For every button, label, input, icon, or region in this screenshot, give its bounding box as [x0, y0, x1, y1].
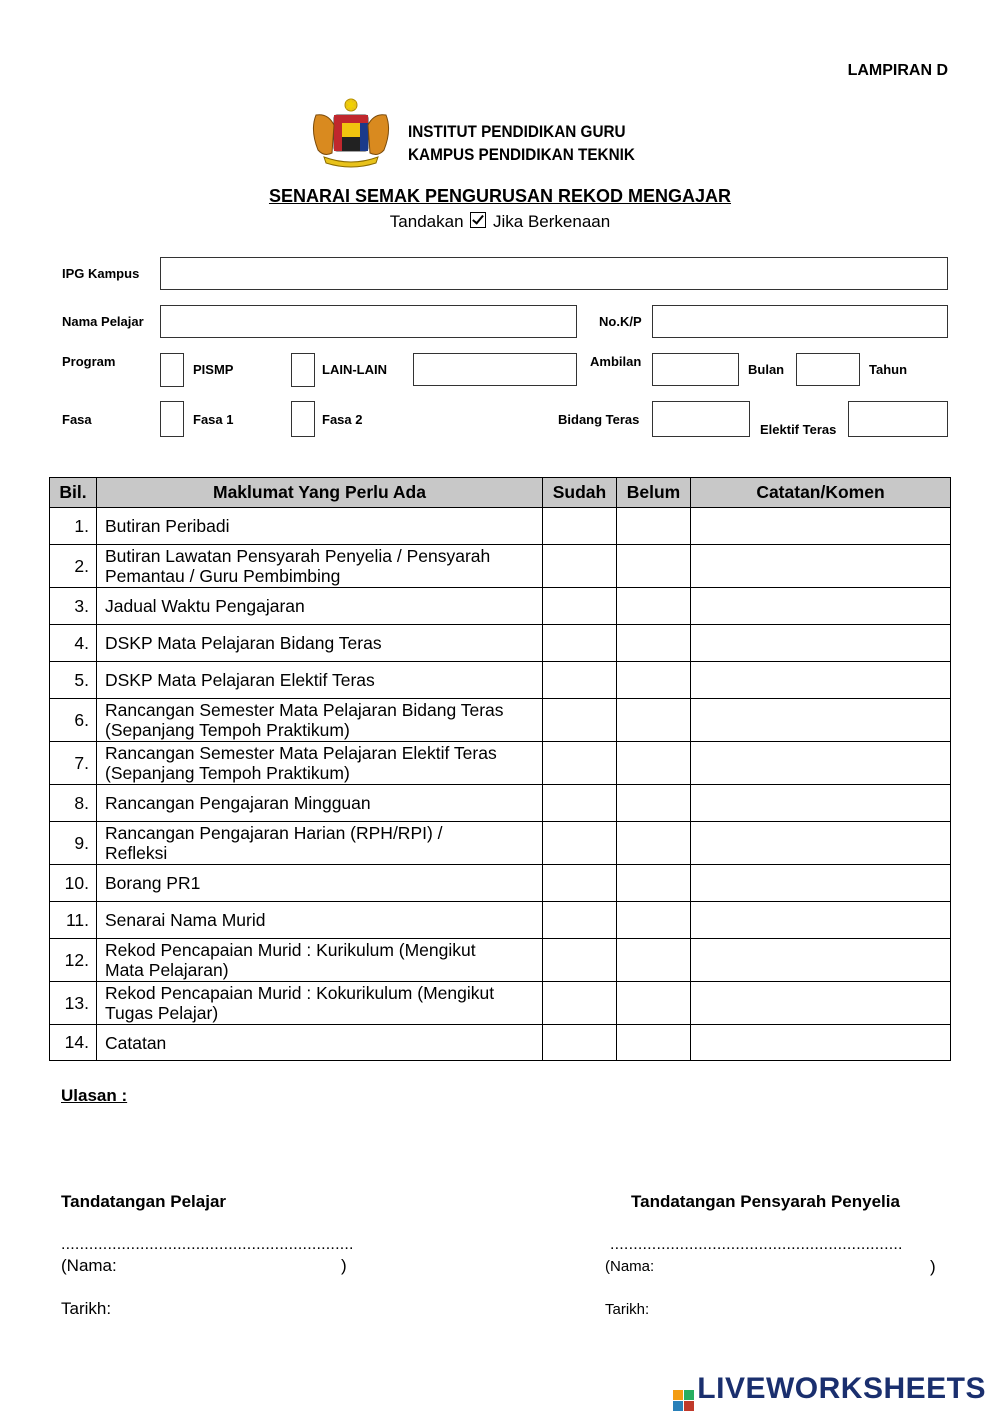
- student-date-label: Tarikh:: [61, 1299, 112, 1318]
- header-maklumat: Maklumat Yang Perlu Ada: [97, 478, 543, 508]
- tahun-label: Tahun: [869, 362, 908, 377]
- bulan-label: Bulan: [748, 362, 785, 377]
- liveworksheets-icon: [673, 1390, 694, 1411]
- row-number: 8.: [50, 785, 97, 822]
- table-row: [50, 742, 951, 785]
- belum-cell[interactable]: [617, 1025, 691, 1061]
- row-item-line-1: Rancangan Semester Mata Pelajaran Bidang Teras: [105, 700, 504, 720]
- catatan-cell[interactable]: [691, 785, 951, 822]
- student-signature-title: Tandatangan Pelajar: [61, 1192, 227, 1211]
- belum-cell[interactable]: [617, 742, 691, 785]
- row-number: 10.: [50, 865, 97, 902]
- table-row: [50, 1025, 951, 1061]
- fasa-2-label: Fasa 2: [322, 412, 363, 427]
- row-item-line-1: Butiran Peribadi: [105, 516, 230, 536]
- bulan-field[interactable]: [652, 353, 739, 386]
- student-name-close: ): [341, 1256, 347, 1275]
- supervisor-signature-title: Tandatangan Pensyarah Penyelia: [631, 1192, 900, 1211]
- sudah-cell[interactable]: [543, 699, 617, 742]
- bidang-teras-label: Bidang Teras: [558, 412, 640, 427]
- supervisor-date-label: Tarikh:: [605, 1301, 650, 1318]
- table-row: [50, 699, 951, 742]
- catatan-cell[interactable]: [691, 742, 951, 785]
- supervisor-name-open: (Nama:: [605, 1258, 655, 1275]
- table-row: [50, 902, 951, 939]
- table-row: [50, 865, 951, 902]
- row-item-line-1: Catatan: [105, 1032, 167, 1053]
- catatan-cell[interactable]: [691, 625, 951, 662]
- lain-lain-checkbox[interactable]: [291, 353, 315, 387]
- sudah-cell[interactable]: [543, 822, 617, 865]
- catatan-cell[interactable]: [691, 902, 951, 939]
- fasa-1-label: Fasa 1: [193, 412, 234, 427]
- row-item-line-1: DSKP Mata Pelajaran Elektif Teras: [105, 670, 375, 690]
- belum-cell[interactable]: [617, 982, 691, 1025]
- catatan-cell[interactable]: [691, 662, 951, 699]
- catatan-cell[interactable]: [691, 508, 951, 545]
- belum-cell[interactable]: [617, 785, 691, 822]
- catatan-cell[interactable]: [691, 822, 951, 865]
- instruction-after: Jika Berkenaan: [493, 212, 611, 231]
- sudah-cell[interactable]: [543, 1025, 617, 1061]
- catatan-cell[interactable]: [691, 588, 951, 625]
- row-number: 2.: [50, 545, 97, 588]
- bidang-teras-field[interactable]: [652, 401, 750, 437]
- instruction-text: [0, 212, 1000, 232]
- sudah-cell[interactable]: [543, 939, 617, 982]
- row-item: [97, 939, 543, 982]
- supervisor-name-close: ): [930, 1257, 936, 1276]
- sudah-cell[interactable]: [543, 625, 617, 662]
- student-name-open: (Nama:: [61, 1256, 117, 1275]
- row-item: [97, 785, 543, 822]
- sudah-cell[interactable]: [543, 588, 617, 625]
- table-row: [50, 545, 951, 588]
- row-number: 5.: [50, 662, 97, 699]
- institute-name: [408, 120, 635, 166]
- row-number: 7.: [50, 742, 97, 785]
- fasa-label: Fasa: [62, 412, 92, 427]
- catatan-cell[interactable]: [691, 1025, 951, 1061]
- row-number: 4.: [50, 625, 97, 662]
- header-bil: Bil.: [50, 478, 97, 508]
- elektif-teras-label: Elektif Teras: [760, 422, 837, 437]
- table-row: [50, 625, 951, 662]
- row-item-line-1: Rekod Pencapaian Murid : Kurikulum (Mengikut: [105, 940, 476, 960]
- catatan-cell[interactable]: [691, 699, 951, 742]
- checklist-table: [49, 477, 951, 1061]
- table-row: [50, 785, 951, 822]
- belum-cell[interactable]: [617, 939, 691, 982]
- belum-cell[interactable]: [617, 545, 691, 588]
- fasa-1-checkbox[interactable]: [160, 401, 184, 437]
- sudah-cell[interactable]: [543, 982, 617, 1025]
- row-item: [97, 742, 543, 785]
- row-item: [97, 508, 543, 545]
- page-title: SENARAI SEMAK PENGURUSAN REKOD MENGAJAR: [268, 186, 732, 206]
- lain-lain-field[interactable]: [413, 353, 577, 386]
- instruction-before: Tandakan: [389, 212, 464, 231]
- row-item-line-1: Rancangan Pengajaran Mingguan: [105, 793, 371, 813]
- row-item: [97, 545, 543, 588]
- row-item: [97, 662, 543, 699]
- row-item: [97, 822, 543, 865]
- appendix-label: LAMPIRAN D: [847, 62, 948, 79]
- ambilan-label: Ambilan: [590, 354, 642, 369]
- tahun-field[interactable]: [796, 353, 860, 386]
- table-row: [50, 508, 951, 545]
- pismp-checkbox[interactable]: [160, 353, 184, 387]
- table-header-row: [50, 478, 951, 508]
- table-row: [50, 822, 951, 865]
- row-item-line-2: (Sepanjang Tempoh Praktikum): [105, 763, 350, 783]
- row-item-line-1: DSKP Mata Pelajaran Bidang Teras: [105, 633, 382, 653]
- sudah-cell[interactable]: [543, 902, 617, 939]
- sudah-cell[interactable]: [543, 742, 617, 785]
- liveworksheets-logo: [673, 1372, 986, 1411]
- nama-pelajar-field[interactable]: [160, 305, 577, 338]
- ulasan-label: Ulasan :: [61, 1086, 128, 1105]
- no-kp-field[interactable]: [652, 305, 948, 338]
- row-item-line-2: Mata Pelajaran): [105, 960, 229, 980]
- sudah-cell[interactable]: [543, 545, 617, 588]
- catatan-cell[interactable]: [691, 982, 951, 1025]
- row-number: 11.: [50, 902, 97, 939]
- elektif-teras-field[interactable]: [848, 401, 948, 437]
- row-number: 13.: [50, 982, 97, 1025]
- belum-cell[interactable]: [617, 588, 691, 625]
- row-item: [97, 699, 543, 742]
- row-item-line-1: Rancangan Pengajaran Harian (RPH/RPI) /: [105, 823, 443, 843]
- table-row: [50, 662, 951, 699]
- header-belum: Belum: [617, 478, 691, 508]
- row-item: [97, 902, 543, 939]
- row-number: 14.: [50, 1025, 97, 1061]
- student-signature-line[interactable]: ...............................................................: [61, 1236, 354, 1253]
- pismp-label: PISMP: [193, 362, 234, 377]
- row-item-line-1: Rekod Pencapaian Murid : Kokurikulum (Mengikut: [105, 983, 495, 1003]
- row-item-line-1: Borang PR1: [105, 873, 201, 893]
- belum-cell[interactable]: [617, 508, 691, 545]
- row-number: 9.: [50, 822, 97, 865]
- row-item-line-2: Pemantau / Guru Pembimbing: [105, 566, 341, 586]
- row-number: 1.: [50, 508, 97, 545]
- row-item: [97, 865, 543, 902]
- sudah-cell[interactable]: [543, 865, 617, 902]
- table-row: [50, 982, 951, 1025]
- sudah-cell[interactable]: [543, 508, 617, 545]
- belum-cell[interactable]: [617, 699, 691, 742]
- fasa-2-checkbox[interactable]: [291, 401, 315, 437]
- belum-cell[interactable]: [617, 625, 691, 662]
- program-label: Program: [62, 354, 116, 369]
- row-number: 12.: [50, 939, 97, 982]
- header-sudah: Sudah: [543, 478, 617, 508]
- row-item: [97, 1025, 543, 1061]
- sudah-cell[interactable]: [543, 785, 617, 822]
- row-item-line-1: Jadual Waktu Pengajaran: [105, 596, 305, 616]
- row-item: [97, 588, 543, 625]
- no-kp-label: No.K/P: [599, 314, 642, 329]
- row-item-line-2: (Sepanjang Tempoh Praktikum): [105, 720, 350, 740]
- header-catatan: Catatan/Komen: [691, 478, 951, 508]
- row-item: [97, 982, 543, 1025]
- row-item-line-1: Rancangan Semester Mata Pelajaran Elektif Teras: [105, 743, 497, 763]
- belum-cell[interactable]: [617, 902, 691, 939]
- liveworksheets-brand: LIVEWORKSHEETS: [697, 1372, 986, 1405]
- belum-cell[interactable]: [617, 662, 691, 699]
- malaysia-coat-of-arms-icon: [306, 95, 396, 170]
- row-number: 6.: [50, 699, 97, 742]
- sudah-cell[interactable]: [543, 662, 617, 699]
- institute-line-1: INSTITUT PENDIDIKAN GURU: [408, 122, 626, 141]
- table-row: [50, 588, 951, 625]
- row-number: 3.: [50, 588, 97, 625]
- row-item: [97, 625, 543, 662]
- row-item-line-2: Refleksi: [105, 843, 168, 863]
- institute-line-2: KAMPUS PENDIDIKAN TEKNIK: [408, 145, 635, 164]
- catatan-cell[interactable]: [691, 545, 951, 588]
- row-item-line-2: Tugas Pelajar): [105, 1003, 219, 1023]
- nama-pelajar-label: Nama Pelajar: [62, 314, 144, 329]
- row-item-line-1: Senarai Nama Murid: [105, 910, 266, 930]
- table-row: [50, 939, 951, 982]
- ipg-kampus-label: IPG Kampus: [62, 266, 140, 281]
- ipg-kampus-field[interactable]: [160, 257, 948, 290]
- checked-box-icon: [470, 212, 486, 228]
- catatan-cell[interactable]: [691, 865, 951, 902]
- supervisor-signature-line[interactable]: ...............................................................: [610, 1236, 903, 1253]
- catatan-cell[interactable]: [691, 939, 951, 982]
- belum-cell[interactable]: [617, 865, 691, 902]
- row-item-line-1: Butiran Lawatan Pensyarah Penyelia / Pensyarah: [105, 546, 491, 566]
- belum-cell[interactable]: [617, 822, 691, 865]
- lain-lain-label: LAIN-LAIN: [322, 362, 387, 377]
